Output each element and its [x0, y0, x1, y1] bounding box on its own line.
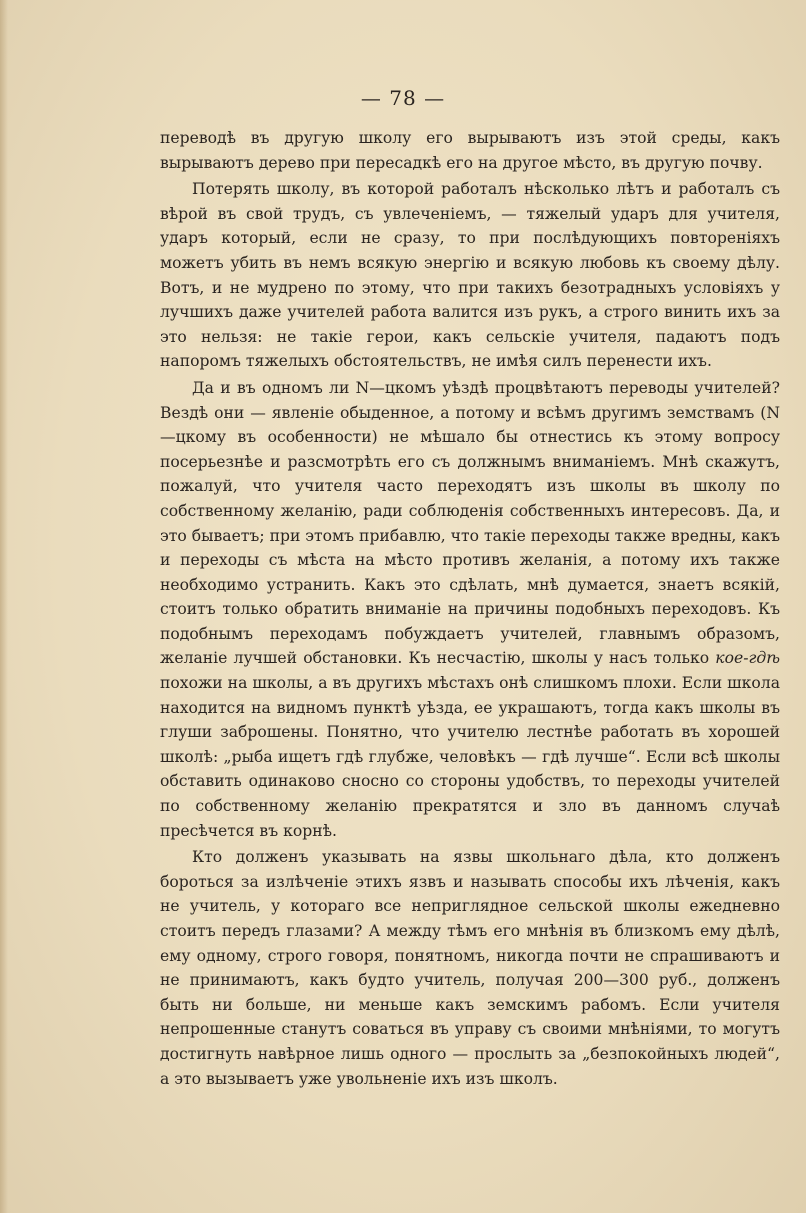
paragraph-3-text-b: похожи на школы, а въ другихъ мѣстахъ онѣ слишкомъ плохи. Если школа находится на видномъ пунктѣ уѣзда, ее украшаютъ, тогда какъ школы въ глуши заброшены. Понятно, что учителю лестнѣе работать въ хорошей школѣ: „рыба ищетъ гдѣ глубже, человѣкъ — гдѣ лучше“. Если всѣ школы обставить одинаково сносно со стороны удобствъ, то переходы учителей по собственному желанію прекратятся и зло въ данномъ случаѣ пресѣчется въ корнѣ. — [160, 674, 780, 840]
paragraph-2-text: Потерять школу, въ которой работалъ нѣсколько лѣтъ и работалъ съ вѣрой въ свой трудъ, съ увлеченіемъ, — тяжелый ударъ для учителя, ударъ который, если не сразу, то при послѣдующихъ повтореніяхъ можетъ убить въ немъ всякую энергію и всякую любовь къ своему дѣлу. Вотъ, и не мудрено по этому, что при такихъ безотрадныхъ условіяхъ у лучшихъ даже учителей работа валится изъ рукъ, а строго винить ихъ за это нельзя: не такіе герои, какъ сельскіе учителя, падаютъ подъ напоромъ тяжелыхъ обстоятельствъ, не имѣя силъ перенести ихъ. — [160, 180, 780, 371]
paragraph-1-text: переводѣ въ другую школу его вырываютъ изъ этой среды, какъ вырываютъ дерево при пересадкѣ его на другое мѣсто, въ другую почву. — [160, 129, 780, 172]
paragraph-3-text-a: Да и въ одномъ ли N—цкомъ уѣздѣ процвѣтаютъ переводы учителей? Вездѣ они — явленіе обыденное, а потому и всѣмъ другимъ земствамъ (N—цкому въ особенности) не мѣшало бы отнестись къ этому вопросу посерьезнѣе и разсмотрѣть его съ должнымъ вниманіемъ. Мнѣ скажутъ, пожалуй, что учителя часто переходятъ изъ школы въ школу по собственному желанію, ради соблюденія собственныхъ интересовъ. Да, и это бываетъ; при этомъ прибавлю, что такіе переходы также вредны, какъ и переходы съ мѣста на мѣсто противъ желанія, а потому ихъ также необходимо устранить. Какъ это сдѣлать, мнѣ думается, знаетъ всякій, стоитъ только обратить вниманіе на причины подобныхъ переходовъ. Къ подобнымъ переходамъ побуждаетъ учителей, главнымъ образомъ, желаніе лучшей обстановки. Къ несчастію, школы у насъ только — [160, 378, 781, 668]
paragraph-3-emphasis: кое-гдѣ — [715, 649, 780, 668]
paragraph-4-text: Кто долженъ указывать на язвы школьнаго дѣла, кто долженъ бороться за излѣченіе этихъ язвъ и называть способы ихъ лѣченія, какъ не учитель, у котораго все неприглядное сельской школы ежедневно стоитъ передъ глазами? А между тѣмъ его мнѣнія въ близкомъ ему дѣлѣ, ему одному, строго говоря, понятномъ, никогда почти не спрашиваютъ и не принимаютъ, какъ будто учитель, получая 200—300 руб., долженъ быть ни больше, ни меньше какъ земскимъ рабомъ. Если учителя непрошенные станутъ соваться въ управу съ своими мнѣніями, то могутъ достигнуть навѣрное лишь одного — прослыть за „безпокойныхъ людей“, а это вызываетъ уже увольненіе ихъ изъ школъ. — [160, 848, 780, 1088]
paragraph-3 — [160, 376, 780, 843]
paragraph-2 — [160, 177, 780, 374]
paragraph-4 — [160, 845, 780, 1091]
body-text — [160, 126, 780, 1091]
page-edge-shadow — [0, 0, 8, 1213]
page-number: — 78 — — [360, 86, 446, 110]
paragraph-1 — [160, 126, 780, 175]
